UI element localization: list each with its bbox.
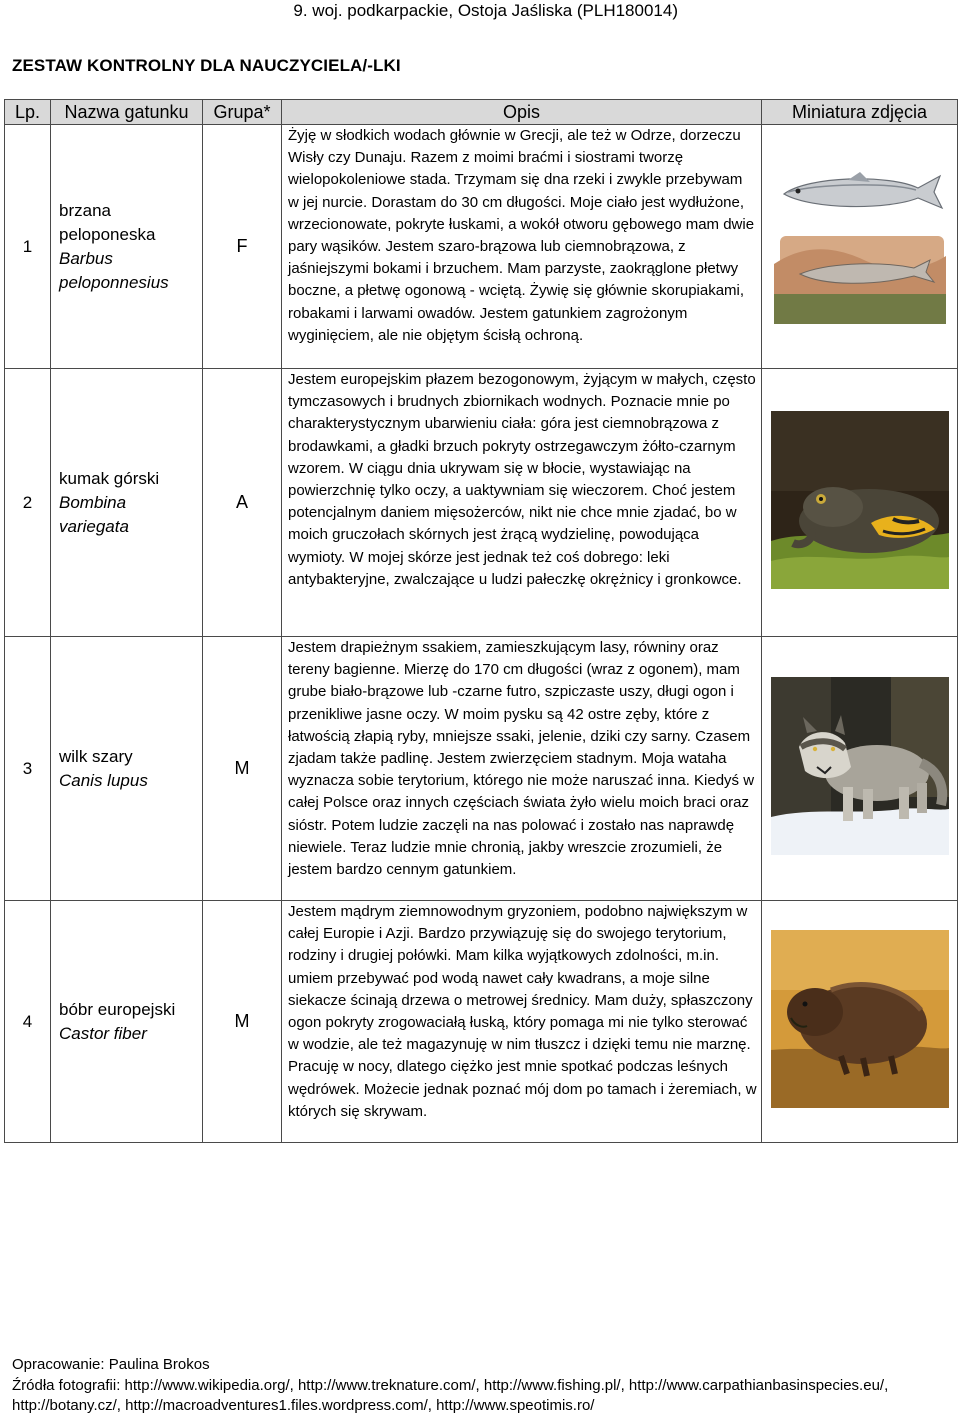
table-row bbox=[5, 637, 958, 901]
column-header-group: Grupa* bbox=[203, 100, 282, 125]
common-name-line: brzana bbox=[59, 200, 111, 220]
latin-name-line: Castor fiber bbox=[59, 1023, 147, 1043]
latin-name-line: Canis lupus bbox=[59, 770, 148, 790]
row-number: 1 bbox=[5, 125, 51, 369]
species-description bbox=[282, 901, 762, 1143]
description-text: Jestem mądrym ziemnowodnym gryzoniem, podobno największym w całej Europie i Azji. Bardzo przywiązuję się do swojego terytorium, rodziny i drugiej połówki. Mam kilka wyjątkowych zdolności, m.in. umiem przebywać pod wodą nawet cały kwadrans, a moje silne siekacze ścinają drzewa o metrowej średnicy. Mam duży, spłaszczony ogon pokryty zrogowaciałą łuską, który pomaga mi nie tylko sterować w wodzie, ale też magazynuję w nim tłuszcz i dzięki temu nie marznę. Pracuję w nocy, dlatego ciężko jest mnie spotkać podczas leśnych wędrówek. Możecie jednak poznać mój dom po tamach i żeremiach, w których się skrywam. bbox=[288, 903, 757, 1120]
photo-sources: Źródła fotografii: http://www.wikipedia.org/, http://www.treknature.com/, http://www.fishing.pl/, http://www.carpathianbasinspecies.eu/, http://botany.cz/, http://macroadventures1.files.wordpress.com/, http://www.speotimis.ro/ bbox=[12, 1377, 889, 1414]
group-code: M bbox=[203, 901, 282, 1143]
table-row bbox=[5, 369, 958, 637]
species-table bbox=[4, 99, 958, 1143]
species-name bbox=[51, 637, 203, 901]
document-subtitle: ZESTAW KONTROLNY DLA NAUCZYCIELA/-LKI bbox=[12, 56, 401, 75]
species-name bbox=[51, 901, 203, 1143]
species-photo-cell bbox=[762, 125, 958, 369]
table-row bbox=[5, 901, 958, 1143]
column-header-photo: Miniatura zdjęcia bbox=[762, 100, 958, 125]
species-photo-cell bbox=[762, 637, 958, 901]
table-header-row bbox=[5, 100, 958, 125]
description-text: Żyję w słodkich wodach głównie w Grecji, ale też w Odrze, dorzeczu Wisły czy Dunaju. Razem z moimi braćmi i siostrami tworzę wielopokoleniowe stada. Trzymam się dna rzeki i zwykle przebywam w jej nurcie. Dorastam do 30 cm długości. Moje ciało jest wydłużone, wrzecionowate, pokryte łuskami, a wokół otworu gębowego mam dwie pary wąsików. Jestem szaro-brązowa lub ciemnobrązowa, z jaśniejszymi bokami i brzuchem. Mam parzyste, zaokrąglone płetwy boczne, a płetwę ogonową - wciętą. Żywię się głównie skorupiakami, robakami i larwami owadów. Jestem gatunkiem zagrożonym wyginięciem, ale nie objętym ścisłą ochroną. bbox=[288, 127, 755, 344]
description-text: Jestem europejskim płazem bezogonowym, żyjącym w małych, często tymczasowych i brudnych zbiornikach wodnych. Poznacie mnie po charakterystycznym ubarwieniu ciała: góra jest ciemnobrązowa z brodawkami, a gładki brzuch pokryty ostrzegawczym żółto-czarnym wzorem. W ciągu dnia ukrywam się w błocie, wystawiając na powierzchnię tylko oczy, a uaktywniam się wieczorem. Choć jestem potencjalnym daniem mięsożerców, nikt nie chce mnie zjadać, bo w moich gruczołach skórnych jest żrącą wydzielinę, powodująca wymioty. W mojej skórze jest jednak też coś dobrego: leki antybakteryjne, zwalczające u ludzi pałeczkę okrężnicy i gronkowce. bbox=[288, 371, 756, 588]
group-code: A bbox=[203, 369, 282, 637]
latin-name-line: Bombina bbox=[59, 492, 127, 512]
row-number: 3 bbox=[5, 637, 51, 901]
description-text: Jestem drapieżnym ssakiem, zamieszkującym lasy, równiny oraz tereny bagienne. Mierzę do 170 cm długości (wraz z ogonem), mam grube biało-brązowe lub -czarne futro, szpiczaste uszy, długi ogon i przenikliwe jasne oczy. W moim pysku są 42 ostre zęby, które z łatwością złapią ryby, mniejsze ssaki, jelenie, dziki czy sarny. Czasem zjadam także padlinę. Jestem zwierzęciem stadnym. Moja wataha wyznacza sobie terytorium, którego nie może naruszać inna. Kiedyś w całej Polsce oraz innych częściach świata żyło wielu moich braci oraz sióstr. Potem ludzie zaczęli na nas polować i zostało nas naprawdę niewiele. Teraz ludzie mnie chronią, jakby wreszcie zrozumieli, że jestem bardzo cennym gatunkiem. bbox=[288, 639, 755, 879]
species-photo-cell bbox=[762, 901, 958, 1143]
page-title: 9. woj. podkarpackie, Ostoja Jaśliska (PLH180014) bbox=[293, 1, 678, 20]
toad-photo bbox=[771, 411, 949, 594]
author-credit: Opracowanie: Paulina Brokos bbox=[12, 1356, 210, 1373]
column-header-name: Nazwa gatunku bbox=[51, 100, 203, 125]
common-name-line: peloponeska bbox=[59, 224, 156, 244]
row-number: 4 bbox=[5, 901, 51, 1143]
group-code: M bbox=[203, 637, 282, 901]
common-name-line: kumak górski bbox=[59, 468, 160, 488]
wolf-photo bbox=[771, 677, 949, 860]
column-header-description: Opis bbox=[282, 100, 762, 125]
species-name bbox=[51, 125, 203, 369]
species-name bbox=[51, 369, 203, 637]
species-description bbox=[282, 637, 762, 901]
latin-name-line: peloponnesius bbox=[59, 272, 169, 292]
latin-name-line: Barbus bbox=[59, 248, 113, 268]
column-header-lp: Lp. bbox=[5, 100, 51, 125]
row-number: 2 bbox=[5, 369, 51, 637]
common-name-line: bóbr europejski bbox=[59, 999, 176, 1019]
group-code: F bbox=[203, 125, 282, 369]
table-row bbox=[5, 125, 958, 369]
beaver-photo bbox=[771, 930, 949, 1113]
fish-photo bbox=[774, 164, 946, 329]
latin-name-line: variegata bbox=[59, 516, 129, 536]
species-description bbox=[282, 125, 762, 369]
species-photo-cell bbox=[762, 369, 958, 637]
species-description bbox=[282, 369, 762, 637]
common-name-line: wilk szary bbox=[59, 746, 133, 766]
